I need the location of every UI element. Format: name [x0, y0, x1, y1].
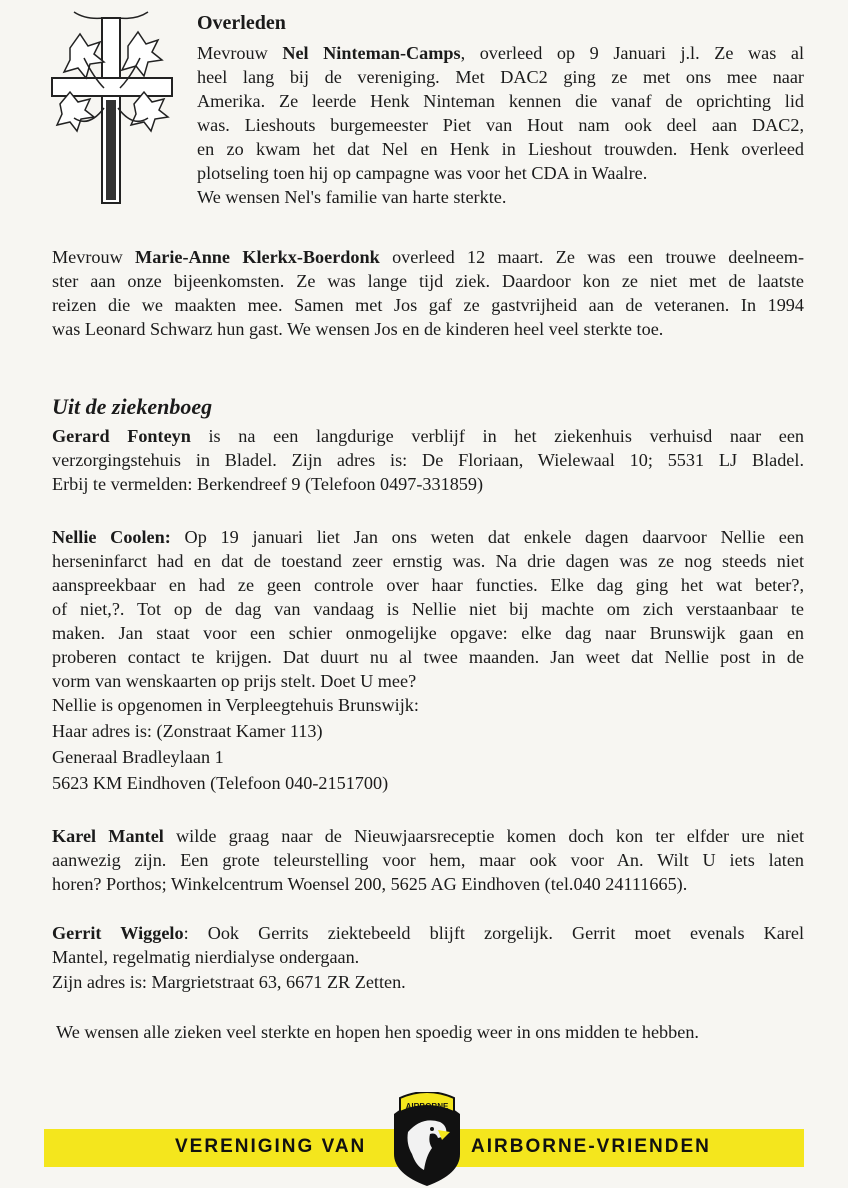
section-heading-ziekenboeg: Uit de ziekenboeg — [52, 394, 213, 419]
closing-wish: We wensen alle zieken veel sterkte en hopen hen spoedig weer in ons midden te hebben. — [56, 1022, 699, 1042]
person-name: Karel Mantel — [52, 826, 164, 846]
person-name: Gerrit Wiggelo — [52, 923, 184, 943]
person-name: Nellie Coolen: — [52, 527, 171, 547]
marie-line-3: reizen die we maakten mee. Samen met Jos gaf ze gastvrijheid aan de veteranen. In 1994 — [52, 295, 804, 315]
section-heading-overleden: Overleden — [197, 12, 286, 34]
marie-line-2: ster aan onze bijeenkomsten. Ze was lange tijd ziek. Daardoor kon ze niet met de laatste — [52, 271, 804, 291]
nellie-line-10: Generaal Bradleylaan 1 — [52, 747, 224, 767]
marie-line-1: Mevrouw Marie-Anne Klerkx-Boerdonk overleed 12 maart. Ze was een trouwe deelneem- — [52, 247, 805, 267]
person-name: Marie-Anne Klerkx-Boerdonk — [135, 247, 380, 267]
nel-line-5: en zo kwam het dat Nel en Henk in Lieshout trouwden. Henk overleed — [197, 139, 804, 159]
gerard-line-1: Gerard Fonteyn is na een langdurige verblijf in het ziekenhuis verhuisd naar een — [52, 426, 805, 446]
nellie-line-5: maken. Jan staat voor een schier onmogelijke opgave: elke dag naar Brunswijk gaan en — [52, 623, 804, 643]
nellie-line-6: proberen contact te krijgen. Dat duurt nu al twee maanden. Jan weet dat Nellie post in de — [52, 647, 804, 667]
nellie-line-2: herseninfarct had en dat de toestand zeer ernstig was. Na drie dagen was ze nog steeds niet — [52, 551, 804, 571]
nel-line-3: Amerika. Ze leerde Henk Ninteman kennen die vanaf de oprichting lid — [197, 91, 804, 111]
gerrit-line-2: Mantel, regelmatig nierdialyse ondergaan. — [52, 947, 360, 967]
nellie-line-3: aanspreekbaar en had ze geen controle over haar functies. Elke dag ging het wat beter?, — [52, 575, 804, 595]
person-name: Gerard Fonteyn — [52, 426, 191, 446]
nellie-line-11: 5623 KM Eindhoven (Telefoon 040-2151700) — [52, 773, 389, 793]
nellie-line-9: Haar adres is: (Zonstraat Kamer 113) — [52, 721, 323, 741]
nel-line-6: plotseling toen hij op campagne was voor het CDA in Waalre. — [197, 163, 648, 183]
karel-line-1: Karel Mantel wilde graag naar de Nieuwjaarsreceptie komen doch kon ter elfder ure niet — [52, 826, 804, 846]
person-name: Nel Ninteman-Camps — [282, 43, 461, 63]
karel-line-2: aanwezig zijn. Een grote teleurstelling voor hem, maar ook voor An. Wilt U iets laten — [52, 850, 804, 870]
gerard-line-3: Erbij te vermelden: Berkendreef 9 (Telefoon 0497-331859) — [52, 474, 484, 494]
airborne-eagle-patch-icon — [388, 1092, 466, 1188]
nel-line-7: We wensen Nel's familie van harte sterkte. — [197, 187, 507, 207]
nellie-line-4: of niet,?. Tot op de dag van vandaag is Nellie niet bij machte om zich verstaanbaar te — [52, 599, 804, 619]
marie-line-4: was Leonard Schwarz hun gast. We wensen Jos en de kinderen heel veel sterkte toe. — [52, 319, 664, 339]
nel-line-1: Mevrouw Nel Ninteman-Camps, overleed op 9 Januari j.l. Ze was al — [197, 43, 805, 63]
karel-line-3: horen? Porthos; Winkelcentrum Woensel 200, 5625 AG Eindhoven (tel.040 24111665). — [52, 874, 688, 894]
nellie-line-8: Nellie is opgenomen in Verpleegtehuis Brunswijk: — [52, 695, 419, 715]
gerard-line-2: verzorgingstehuis in Bladel. Zijn adres is: De Floriaan, Wielewaal 10; 5531 LJ Bladel. — [52, 450, 804, 470]
gerrit-line-1: Gerrit Wiggelo: Ook Gerrits ziektebeeld blijft zorgelijk. Gerrit moet evenals Karel — [52, 923, 804, 943]
footer-left-text: VERENIGING VAN — [175, 1136, 367, 1157]
footer-right-text: AIRBORNE-VRIENDEN — [471, 1136, 711, 1157]
patch-label: AIRBORNE — [405, 1102, 449, 1111]
nel-line-2: heel lang bij de vereniging. Met DAC2 ging ze met ons mee naar — [197, 67, 804, 87]
nellie-line-7: vorm van wenskaarten op prijs stelt. Doet U mee? — [52, 671, 417, 691]
gerrit-line-3: Zijn adres is: Margrietstraat 63, 6671 ZR Zetten. — [52, 972, 406, 992]
nellie-line-1: Nellie Coolen: Op 19 januari liet Jan ons weten dat enkele dagen daarvoor Nellie een — [52, 527, 804, 547]
memorial-cross-icon — [44, 8, 180, 208]
nel-line-4: was. Lieshouts burgemeester Piet van Hout nam ook deel aan DAC2, — [197, 115, 804, 135]
